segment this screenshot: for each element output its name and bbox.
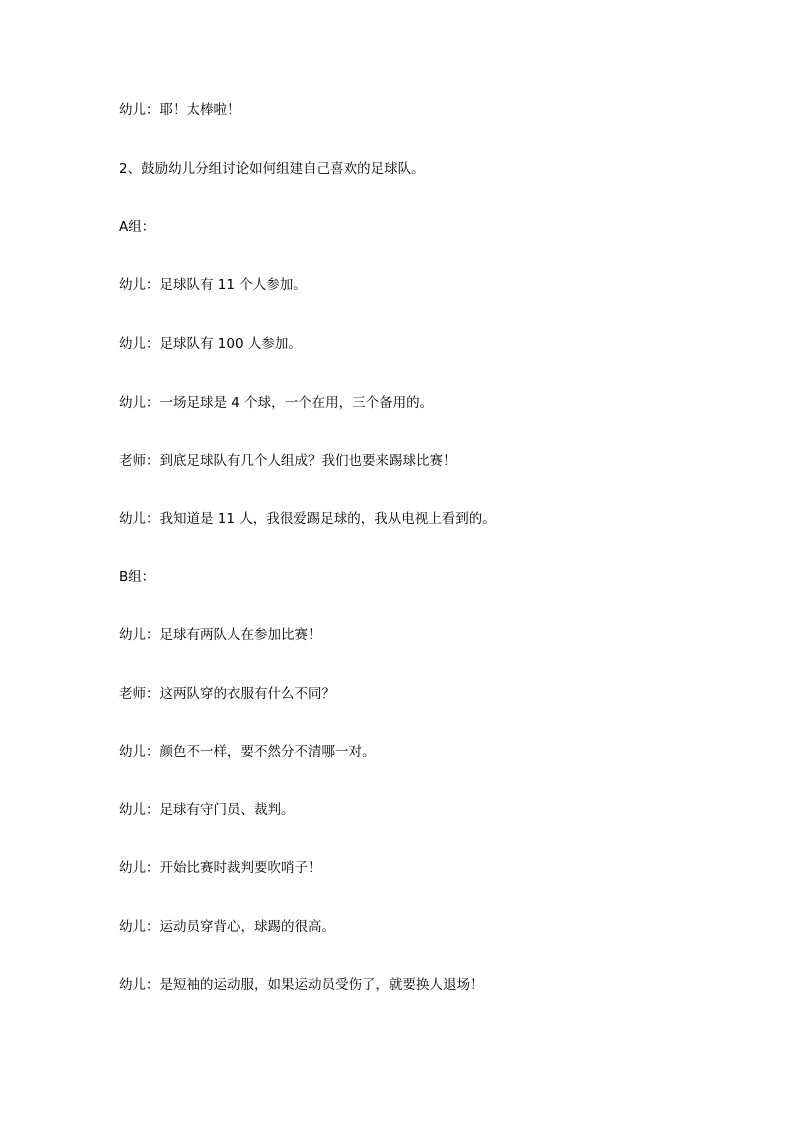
dialogue-line: 幼儿：我知道是 11 人，我很爱踢足球的，我从电视上看到的。 — [119, 511, 496, 527]
dialogue-line: 幼儿：足球有守门员、裁判。 — [119, 802, 295, 818]
dialogue-line: 幼儿：颜色不一样，要不然分不清哪一对。 — [119, 744, 376, 760]
dialogue-line: 幼儿：耶！太棒啦！ — [119, 102, 241, 118]
dialogue-line: 幼儿：运动员穿背心，球踢的很高。 — [119, 919, 335, 935]
dialogue-line: 幼儿：足球队有 100 人参加。 — [119, 336, 302, 352]
dialogue-line: 老师：到底足球队有几个人组成？我们也要来踢球比赛！ — [119, 453, 457, 469]
dialogue-line: 老师：这两队穿的衣服有什么不同？ — [119, 686, 335, 702]
dialogue-line: 幼儿：足球有两队人在参加比赛！ — [119, 627, 322, 643]
dialogue-line: 幼儿：开始比赛时裁判要吹哨子！ — [119, 860, 322, 876]
dialogue-line: 幼儿：是短袖的运动服，如果运动员受伤了，就要换人退场！ — [119, 977, 484, 993]
dialogue-line: 幼儿：一场足球是 4 个球，一个在用，三个备用的。 — [119, 395, 434, 411]
group-label: B组： — [119, 569, 156, 585]
dialogue-line: 幼儿：足球队有 11 个人参加。 — [119, 277, 307, 293]
group-label: A组： — [119, 219, 156, 235]
section-heading: 2、鼓励幼儿分组讨论如何组建自己喜欢的足球队。 — [119, 161, 425, 177]
